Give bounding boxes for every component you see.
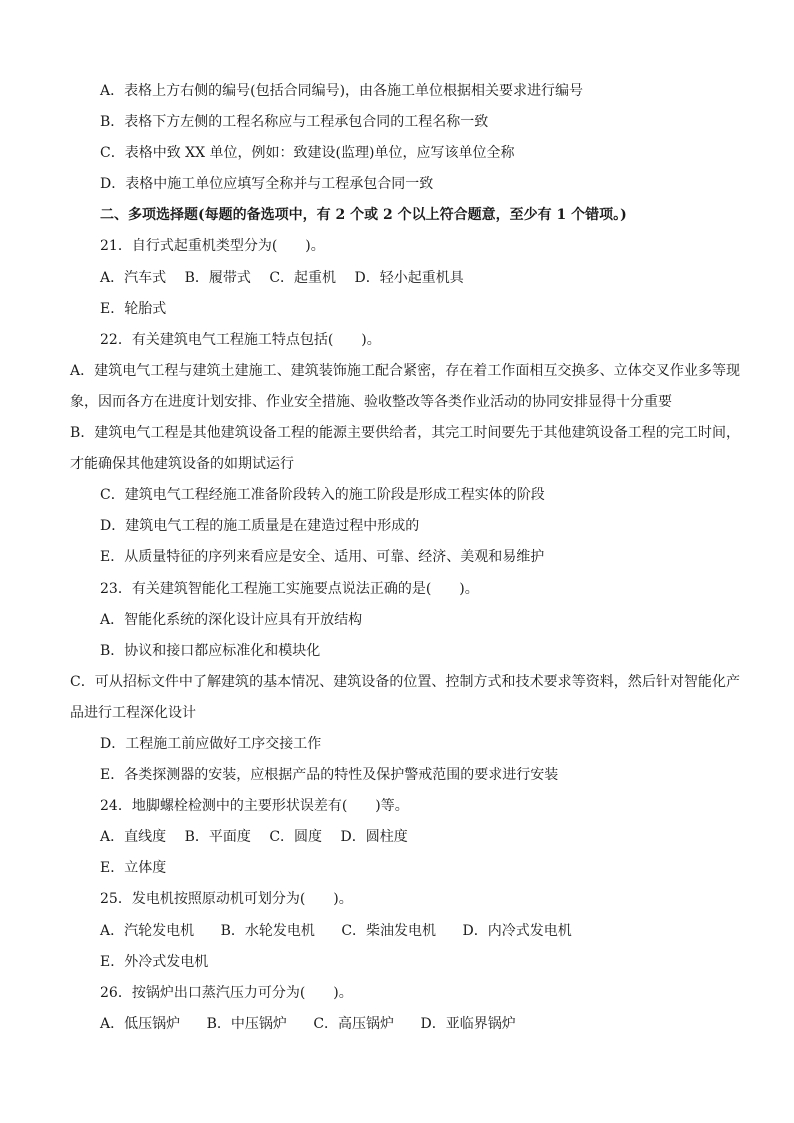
question-23-option-d: D．工程施工前应做好工序交接工作: [100, 735, 322, 752]
question-23-option-c: C．可从招标文件中了解建筑的基本情况、建筑设备的位置、控制方式和技术要求等资料，然后针对智能化产品进行工程深化设计: [70, 673, 740, 721]
question-26-option-d: D．亚临界锅炉: [420, 1015, 516, 1032]
question-25-stem: 25．发电机按照原动机可划分为( )。: [100, 891, 353, 908]
prev-question-option-d: D．表格中施工单位应填写全称并与工程承包合同一致: [100, 176, 434, 193]
question-26-option-b: B．中压锅炉: [206, 1015, 287, 1032]
question-24-options: [100, 822, 740, 853]
question-23-stem: 23．有关建筑智能化工程施工实施要点说法正确的是( )。: [100, 580, 479, 597]
question-26-stem: 26．按锅炉出口蒸汽压力可分为( )。: [100, 984, 353, 1001]
question-25-option-e: E．外冷式发电机: [100, 953, 209, 970]
question-24-option-e: E．立体度: [100, 860, 167, 877]
question-23-option-e: E．各类探测器的安装，应根据产品的特性及保护警戒范围的要求进行安装: [100, 767, 559, 784]
question-22-option-d: D．建筑电气工程的施工质量是在建造过程中形成的: [100, 518, 420, 535]
question-21-option-d: D．轻小起重机具: [354, 269, 464, 286]
question-25-option-c: C．柴油发电机: [341, 922, 437, 939]
question-25-option-a: A．汽轮发电机: [100, 922, 195, 939]
question-24-stem: 24．地脚螺栓检测中的主要形状误差有( )等。: [100, 798, 409, 815]
question-22-option-e: E．从质量特征的序列来看应是安全、适用、可靠、经济、美观和易维护: [100, 549, 545, 566]
document-body: [70, 76, 740, 1040]
question-24-option-c: C．圆度: [269, 829, 323, 846]
question-23-option-a: A．智能化系统的深化设计应具有开放结构: [100, 611, 363, 628]
section-heading: 二、多项选择题(每题的备选项中，有 2 个或 2 个以上符合题意，至少有 1 个错项。): [100, 207, 627, 224]
question-21-option-c: C．起重机: [269, 269, 337, 286]
question-25-option-d: D．内冷式发电机: [462, 922, 572, 939]
question-21-option-a: A．汽车式: [100, 269, 167, 286]
question-21-option-b: B．履带式: [184, 269, 251, 286]
question-25-option-b: B．水轮发电机: [220, 922, 315, 939]
prev-question-option-c: C．表格中致 XX 单位，例如：致建设(监理)单位，应写该单位全称: [100, 145, 515, 162]
question-21-stem: 21．自行式起重机类型分为( )。: [100, 238, 325, 255]
question-22-stem: 22．有关建筑电气工程施工特点包括( )。: [100, 331, 381, 348]
question-26-option-c: C．高压锅炉: [313, 1015, 395, 1032]
prev-question-option-b: B．表格下方左侧的工程名称应与工程承包合同的工程名称一致: [100, 114, 489, 131]
prev-question-option-a: A．表格上方右侧的编号(包括合同编号)，由各施工单位根据相关要求进行编号: [100, 83, 584, 99]
question-22-option-b: B．建筑电气工程是其他建筑设备工程的能源主要供给者，其完工时间要先于其他建筑设备工程的完工时间，才能确保其他建筑设备的如期试运行: [70, 425, 740, 473]
question-24-option-d: D．圆柱度: [340, 829, 408, 846]
question-22-option-c: C．建筑电气工程经施工准备阶段转入的施工阶段是形成工程实体的阶段: [100, 487, 545, 504]
question-24-option-a: A．直线度: [100, 829, 167, 846]
question-22-option-a: A．建筑电气工程与建筑土建施工、建筑装饰施工配合紧密，存在着工作面相互交换多、立体交叉作业多等现象，因而各方在进度计划安排、作业安全措施、验收整改等各类作业活动的协同安排显得十分重要: [70, 362, 740, 410]
question-26-options: [100, 1009, 740, 1040]
question-26-option-a: A．低压锅炉: [100, 1015, 181, 1032]
question-24-option-b: B．平面度: [184, 829, 251, 846]
question-21-option-e: E．轮胎式: [100, 300, 167, 317]
question-23-option-b: B．协议和接口都应标准化和模块化: [100, 642, 321, 659]
question-21-options: [100, 263, 740, 294]
question-25-options: [100, 916, 740, 947]
